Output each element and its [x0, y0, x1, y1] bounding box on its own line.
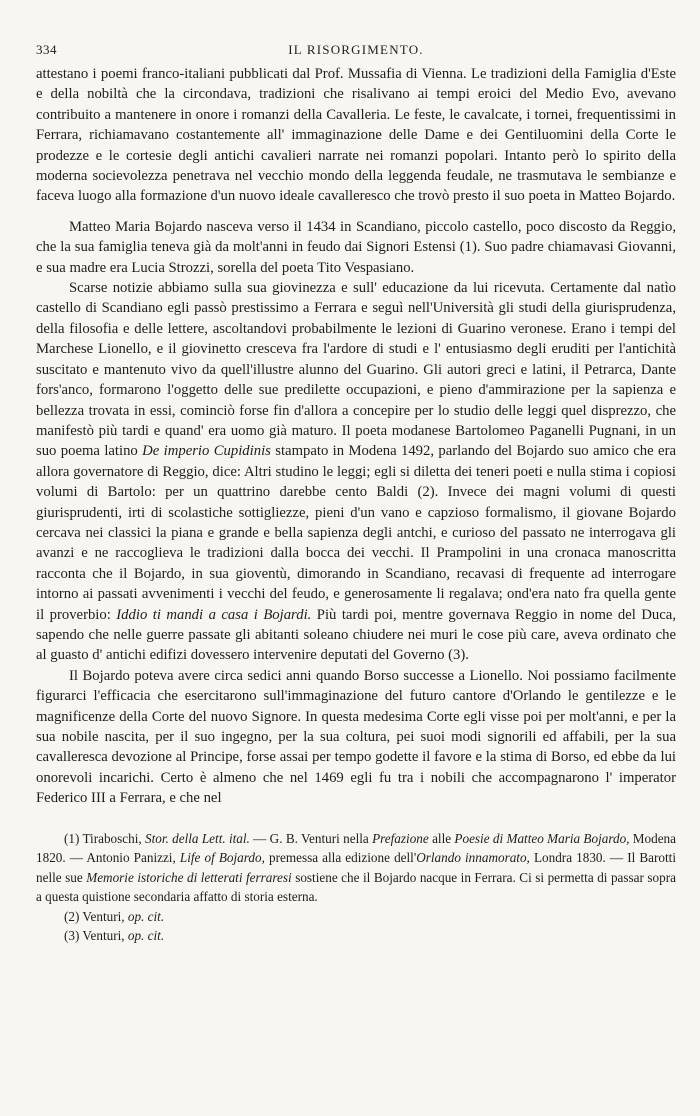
text-run: Modena 1820. — Antonio Panizzi,: [36, 830, 677, 866]
text-run: (1) Tiraboschi,: [64, 830, 146, 846]
italic-text: De imperio Cupidinis: [142, 443, 271, 460]
page-header: [36, 42, 676, 64]
text-run: Più tardi poi, mentre governava Reggio in nome del Duca, sapendo che nelle guerre passate gli abitanti soleano chiudere nei muri le cose più care, aveva ordinato che al guasto d' antichi edifizi dovessero intervenire deputati del Governo (3).: [36, 606, 676, 664]
paragraph: [36, 64, 676, 207]
italic-text: Orlando innamorato,: [416, 850, 530, 866]
text-run: Il Bojardo poteva avere circa sedici anni quando Borso successe a Lionello. Noi possiamo facilmente figurarci l'efficacia che esercitarono sull'immaginazione del futuro cantore d'Orlando le gentilezze e le magnificenze della Corte del nuovo Signore. In questa medesima Corte egli visse poi per molt'anni, e per la sua nobile nascita, per il suo ingegno, per la sua coltura, pei suoi modi signorili ed affabili, per la sua cavalleresca devozione al Principe, forse assai per tempo godette il favore e la stima di Borso, ed ebbe da lui onorevoli incarichi. Certo è almeno che nel 1469 egli fu tra i nobili che accompagnarono l' imperator Federico III a Ferrara, e che nel: [36, 667, 676, 807]
text-run: sostiene che il Bojardo nacque in Ferrara. Ci si permetta di passar sopra a questa quistione secondaria affatto di storia esterna.: [36, 869, 676, 905]
italic-text: Life of Bojardo,: [179, 850, 265, 866]
text-run: (3) Venturi,: [64, 928, 128, 944]
text-run: Scarse notizie abbiamo sulla sua giovinezza e sull' educazione da lui ricevuta. Certamente dal natìo castello di Scandiano egli passò prestissimo a Ferrara e seguì nell'Università gli studi della giurisprudenza, della filosofia e delle lettere, ascoltandovi probabilmente le lezioni di Guarino veronese. Erano i tempi del Marchese Lionello, e il giovinetto cresceva fra l'ardore di studi e l' entusiasmo degli eruditi per l'antichità suscitato e mantenuto vivo da quell'illustre alunno del Guarino. Gli autori greci e latini, il Petrarca, Dante fors'anco, formarono l'oggetto delle sue predilette occupazioni, e pieno d'ammirazione per la sapienza e bellezza trovata in essi, cominciò forse fin d'allora a concepire per lo studio delle leggi quel disprezzo, che manifestò più tardi e quand' era uomo già maturo. Il poeta modanese Bartolomeo Paganelli Pugnani, in un suo poema latino: [36, 280, 676, 460]
footnote: [36, 829, 676, 907]
italic-text: op. cit.: [127, 908, 165, 924]
italic-text: Prefazione: [372, 830, 429, 846]
paragraph: [36, 666, 676, 809]
paragraph: [36, 217, 676, 278]
text-run: Matteo Maria Bojardo nasceva verso il 1434 in Scandiano, piccolo castello, poco discosto da Reggio, che la sua famiglia teneva già da molt'anni in feudo dai Signori Estensi (1). Suo padre chiamavasi Giovanni, e sua madre era Lucia Strozzi, sorella del poeta Tito Vespasiano.: [36, 218, 676, 276]
footnotes: [36, 829, 676, 946]
italic-text: Iddio ti mandi a casa i Bojardi.: [116, 606, 312, 623]
text-run: stampato in Modena 1492, parlando del Bojardo suo amico che era allora governatore di Reggio, dice: Altri studino le leggi; egli si diletta dei teneri poeti e nulla stima i copiosi volumi di Bartolo: per un quattrino darebbe cento Baldi (2). Invece dei magni volumi di questi giurisprudenti, irti di scolastiche sottigliezze, pieni d'un vano e capzioso formalismo, il giovane Bojardo cercava nei classici la piana e grande e bella sapienza degli antchi, e curioso del passato ne interrogava gli avanzi e ne raccoglieva le tradizioni dalla bocca dei vecchi. Il Prampolini in una cronaca manoscritta racconta che il Bojardo, in sua gioventù, dimorando in Scandiano, recavasi di frequente ad interrogare intorno ai passati avvenimenti i vecchi del feudo, e generosamente li regalava; ond'era nato fra quella gente il proverbio:: [36, 443, 676, 623]
footnote: [36, 926, 676, 946]
text-run: attestano i poemi franco-italiani pubblicati dal Prof. Mussafia di Vienna. Le tradizioni della Famiglia d'Este e della nobiltà che la circondava, tradizioni che risalivano ai tempi eroici del Medio Evo, avevano contribuito a mantenere in onore i romanzi della Cavalleria. Le feste, le cavalcate, i tornei, frequentissimi in Ferrara, richiamavano costantemente all' immaginazione delle Dame e dei Gentiluomini della Corte le prodezze e le cortesie degli antichi cavalieri narrate nei romanzi popolari. Intanto però lo spirito della moderna socievolezza penetrava nel vecchio mondo della leggenda feudale, ne trasmutava le sembianze e faceva luogo alla formazione d'un nuovo ideale cavalleresco che trovò presto il suo poeta in Matteo Bojardo.: [36, 66, 676, 205]
italic-text: op. cit.: [127, 928, 165, 944]
text-run: (2) Venturi,: [64, 908, 128, 924]
text-run: premessa alla edizione dell': [264, 850, 417, 866]
paragraph: [36, 278, 676, 666]
running-head: IL RISORGIMENTO.: [288, 42, 424, 57]
italic-text: Stor. della Lett. ital.: [145, 830, 250, 846]
italic-text: Poesie di Matteo Maria Bojardo,: [454, 830, 630, 846]
footnote: [36, 907, 676, 927]
text-run: Londra 1830. — Il Barotti nelle sue: [36, 850, 676, 885]
body-text: [36, 64, 676, 809]
text-run: alle: [428, 830, 455, 846]
book-page: [36, 42, 676, 946]
page-number: 334: [36, 42, 57, 57]
text-run: — G. B. Venturi nella: [249, 830, 373, 846]
italic-text: Memorie istoriche di letterati ferraresi: [86, 869, 292, 885]
